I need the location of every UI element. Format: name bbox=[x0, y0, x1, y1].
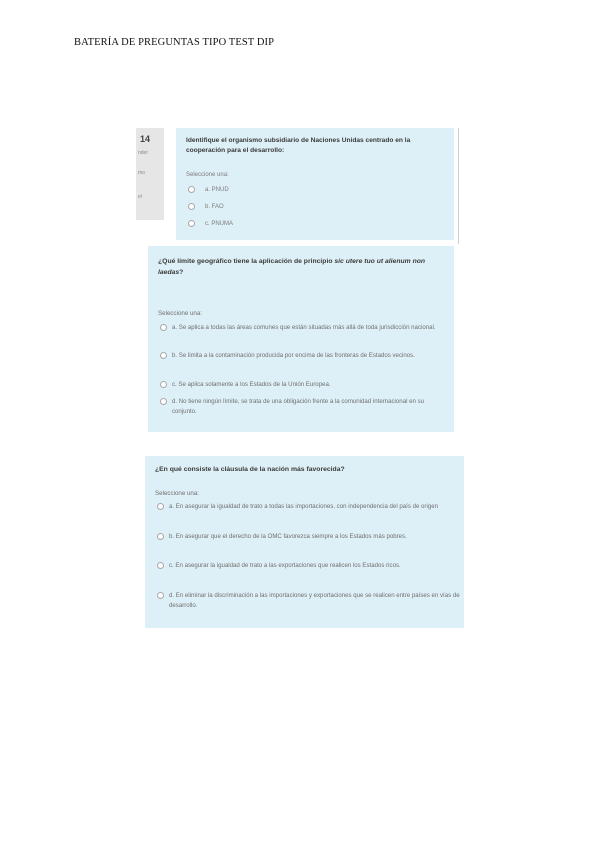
option-text: c. Se aplica solamente a los Estados de la Unión Europea. bbox=[172, 381, 331, 388]
question-text bbox=[158, 257, 438, 278]
radio-button[interactable] bbox=[188, 220, 195, 227]
option-text: b. Se limita a la contaminación producida por encima de las fronteras de Estados vecinos. bbox=[172, 352, 415, 359]
answer-option[interactable] bbox=[157, 591, 464, 611]
sidebar-fragment: mo bbox=[138, 170, 145, 176]
select-label: Seleccione una: bbox=[186, 172, 229, 178]
radio-button[interactable] bbox=[157, 503, 164, 510]
question-sidebar bbox=[136, 128, 164, 220]
sidebar-fragment: nder bbox=[138, 150, 149, 156]
question-text: Identifique el organismo subsidiario de Naciones Unidas centrado en la cooperación para el desarrollo: bbox=[186, 137, 411, 155]
answer-option[interactable] bbox=[188, 220, 233, 227]
option-text: b. En asegurar que el derecho de la OMC favorezca siempre a los Estados más pobres. bbox=[169, 533, 407, 540]
question-number: 14 bbox=[140, 134, 151, 144]
question-card bbox=[176, 128, 454, 240]
option-text: d. No tiene ningún límite, se trata de una obligación frente a la comunidad internacional en su conjunto. bbox=[172, 398, 425, 415]
radio-button[interactable] bbox=[160, 324, 167, 331]
select-label: Seleccione una: bbox=[155, 490, 200, 497]
document-title: BATERÍA DE PREGUNTAS TIPO TEST DIP bbox=[74, 37, 275, 48]
answer-option[interactable] bbox=[160, 323, 452, 333]
select-label: Seleccione una: bbox=[158, 310, 203, 317]
question-text: ¿En qué consiste la cláusula de la nación más favorecida? bbox=[155, 466, 345, 473]
radio-button[interactable] bbox=[160, 381, 167, 388]
question-text-part: ? bbox=[179, 268, 184, 276]
answer-option[interactable] bbox=[188, 186, 229, 193]
question-screenshot-1 bbox=[136, 128, 464, 244]
radio-button[interactable] bbox=[160, 352, 167, 359]
option-text: a. PNUD bbox=[205, 187, 229, 194]
answer-option[interactable] bbox=[157, 532, 449, 542]
radio-button[interactable] bbox=[157, 533, 164, 540]
option-text: a. En asegurar la igualdad de trato a todas las importaciones, con independencia del país de origen bbox=[169, 503, 438, 510]
radio-button[interactable] bbox=[188, 186, 195, 193]
radio-button[interactable] bbox=[157, 592, 164, 599]
sidebar-fragment: el bbox=[138, 194, 142, 200]
question-text-part: ¿Qué límite geográfico tiene la aplicación de principio bbox=[158, 258, 335, 265]
option-text: d. En eliminar la discriminación a las importaciones y exportaciones que se realicen entre países en vías de desarrollo. bbox=[169, 592, 460, 609]
option-text: c. En asegurar la igualdad de trato a las exportaciones que realicen los Estados ricos. bbox=[169, 562, 401, 569]
option-text: a. Se aplica a todas las áreas comunes que están situadas más allá de toda jurisdicción nacional. bbox=[172, 324, 436, 331]
answer-option[interactable] bbox=[157, 502, 459, 512]
answer-option[interactable] bbox=[160, 351, 452, 361]
radio-button[interactable] bbox=[157, 562, 164, 569]
option-text: c. PNUMA bbox=[205, 221, 234, 228]
answer-option[interactable] bbox=[188, 203, 224, 210]
radio-button[interactable] bbox=[160, 398, 167, 405]
divider bbox=[458, 128, 459, 244]
answer-option[interactable] bbox=[157, 561, 464, 571]
answer-option[interactable] bbox=[160, 397, 442, 417]
answer-option[interactable] bbox=[160, 380, 452, 390]
option-text: b. FAO bbox=[205, 204, 224, 211]
question-card-2 bbox=[148, 246, 454, 432]
question-card-3 bbox=[145, 456, 464, 628]
radio-button[interactable] bbox=[188, 203, 195, 210]
question-text-italic: sic utere tuo ut alienum non laedas bbox=[158, 258, 426, 276]
